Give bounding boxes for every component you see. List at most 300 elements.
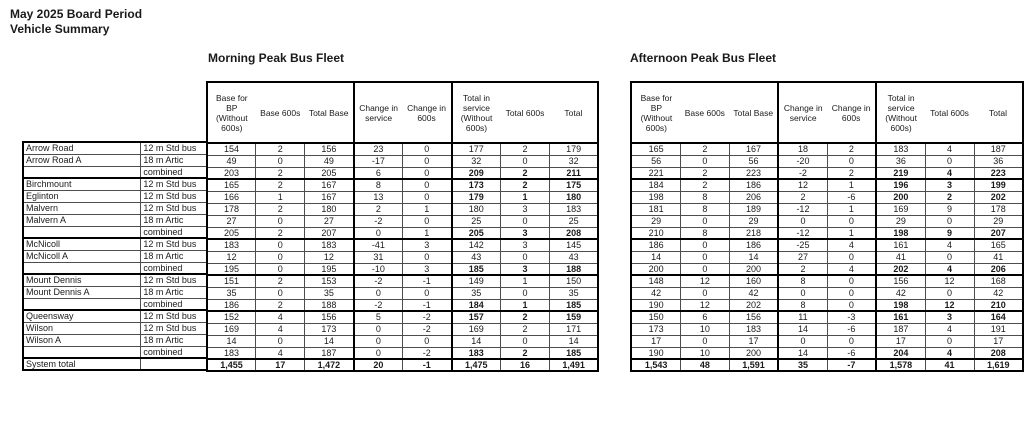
data-row: [631, 347, 1023, 359]
value-cell: 4: [925, 143, 974, 155]
data-row: [207, 359, 599, 371]
value-cell: -25: [778, 239, 827, 251]
value-cell: 2: [501, 179, 550, 191]
value-cell: 23: [354, 143, 403, 155]
value-cell: 161: [876, 311, 925, 323]
garage-name-cell: Queensway: [23, 310, 141, 322]
value-cell: 1: [827, 203, 876, 215]
column-header: Total: [549, 82, 598, 143]
value-cell: 56: [729, 155, 778, 167]
morning-header-row: [207, 82, 599, 143]
value-cell: 200: [729, 347, 778, 359]
column-header: Base for BP (Without 600s): [631, 82, 680, 143]
value-cell: 186: [207, 299, 256, 311]
value-cell: 11: [778, 311, 827, 323]
value-cell: 2: [501, 167, 550, 179]
value-cell: 200: [631, 263, 680, 275]
value-cell: -2: [354, 215, 403, 227]
value-cell: 10: [680, 347, 729, 359]
value-cell: 2: [925, 191, 974, 203]
value-cell: 0: [403, 155, 452, 167]
value-cell: 3: [501, 239, 550, 251]
value-cell: 198: [876, 299, 925, 311]
value-cell: 190: [631, 299, 680, 311]
value-cell: 179: [549, 143, 598, 155]
value-cell: 2: [501, 143, 550, 155]
value-cell: 173: [631, 323, 680, 335]
bus-type-cell: 12 m Std bus: [141, 190, 206, 202]
value-cell: 2: [827, 167, 876, 179]
data-row: [631, 179, 1023, 191]
value-cell: 3: [925, 311, 974, 323]
value-cell: 145: [549, 239, 598, 251]
value-cell: 165: [974, 239, 1023, 251]
value-cell: 211: [549, 167, 598, 179]
value-cell: 2: [256, 203, 305, 215]
value-cell: 156: [876, 275, 925, 287]
value-cell: 41: [876, 251, 925, 263]
bus-type-cell: 18 m Artic: [141, 250, 206, 262]
value-cell: 35: [452, 287, 501, 299]
label-header-spacer: [23, 81, 206, 142]
value-cell: 223: [729, 167, 778, 179]
value-cell: 0: [403, 215, 452, 227]
bus-type-cell: 12 m Std bus: [141, 238, 206, 250]
bus-type-cell: 18 m Artic: [141, 334, 206, 346]
value-cell: 156: [305, 143, 354, 155]
value-cell: 43: [452, 251, 501, 263]
value-cell: 8: [680, 203, 729, 215]
data-row: [207, 191, 599, 203]
value-cell: 167: [305, 179, 354, 191]
value-cell: 209: [452, 167, 501, 179]
value-cell: 1,578: [876, 359, 925, 371]
bus-type-cell: combined: [141, 262, 206, 274]
label-row: [23, 190, 206, 202]
value-cell: 4: [925, 263, 974, 275]
value-cell: 1: [403, 203, 452, 215]
value-cell: 157: [452, 311, 501, 323]
vehicle-summary-tables: [22, 81, 1024, 372]
bus-type-cell: 12 m Std bus: [141, 322, 206, 334]
value-cell: 1: [403, 227, 452, 239]
column-header: Base for BP (Without 600s): [207, 82, 256, 143]
value-cell: 1: [256, 191, 305, 203]
garage-name-cell: [23, 298, 141, 310]
value-cell: 186: [729, 239, 778, 251]
data-row: [207, 263, 599, 275]
value-cell: 10: [680, 323, 729, 335]
value-cell: 0: [827, 299, 876, 311]
page-title-line2: Vehicle Summary: [10, 22, 110, 36]
value-cell: 43: [549, 251, 598, 263]
value-cell: 56: [631, 155, 680, 167]
value-cell: 14: [452, 335, 501, 347]
value-cell: 188: [305, 299, 354, 311]
value-cell: 12: [925, 275, 974, 287]
value-cell: 175: [549, 179, 598, 191]
value-cell: 41: [974, 251, 1023, 263]
value-cell: 25: [452, 215, 501, 227]
value-cell: 183: [876, 143, 925, 155]
value-cell: 12: [925, 299, 974, 311]
value-cell: 4: [925, 347, 974, 359]
value-cell: 12: [680, 299, 729, 311]
value-cell: 9: [925, 227, 974, 239]
value-cell: 0: [256, 239, 305, 251]
label-row: [23, 262, 206, 274]
value-cell: 185: [452, 263, 501, 275]
value-cell: 14: [207, 335, 256, 347]
data-row: [631, 215, 1023, 227]
value-cell: 200: [729, 263, 778, 275]
value-cell: 4: [925, 239, 974, 251]
value-cell: 0: [354, 323, 403, 335]
value-cell: 202: [876, 263, 925, 275]
value-cell: 0: [680, 335, 729, 347]
value-cell: -6: [827, 347, 876, 359]
bus-type-cell: 12 m Std bus: [141, 142, 206, 154]
value-cell: 0: [925, 335, 974, 347]
data-row: [207, 203, 599, 215]
value-cell: 202: [974, 191, 1023, 203]
value-cell: 4: [925, 167, 974, 179]
value-cell: 41: [925, 359, 974, 371]
value-cell: 150: [549, 275, 598, 287]
garage-name-cell: Mount Dennis: [23, 274, 141, 286]
value-cell: 204: [876, 347, 925, 359]
value-cell: -12: [778, 227, 827, 239]
data-row: [207, 155, 599, 167]
value-cell: 2: [680, 179, 729, 191]
value-cell: 8: [778, 275, 827, 287]
column-header: Base 600s: [680, 82, 729, 143]
value-cell: 0: [403, 143, 452, 155]
value-cell: 164: [974, 311, 1023, 323]
bus-type-cell: combined: [141, 226, 206, 238]
bus-type-cell: combined: [141, 298, 206, 310]
label-row: [23, 322, 206, 334]
value-cell: 0: [925, 155, 974, 167]
value-cell: 4: [256, 323, 305, 335]
column-header: Total in service (Without 600s): [876, 82, 925, 143]
value-cell: 17: [876, 335, 925, 347]
value-cell: 0: [827, 155, 876, 167]
bus-type-cell: combined: [141, 346, 206, 358]
value-cell: 167: [729, 143, 778, 155]
value-cell: 0: [925, 287, 974, 299]
value-cell: 2: [501, 311, 550, 323]
value-cell: 178: [207, 203, 256, 215]
value-cell: 0: [403, 167, 452, 179]
value-cell: -12: [778, 203, 827, 215]
value-cell: 1,472: [305, 359, 354, 371]
value-cell: 167: [305, 191, 354, 203]
data-row: [631, 359, 1023, 371]
value-cell: 1: [501, 299, 550, 311]
label-row: [23, 178, 206, 190]
value-cell: -2: [778, 167, 827, 179]
bus-type-cell: combined: [141, 166, 206, 178]
value-cell: 148: [631, 275, 680, 287]
page-title: [10, 7, 142, 37]
morning-peak-table: [206, 81, 600, 372]
value-cell: 185: [549, 299, 598, 311]
garage-name-cell: Arrow Road: [23, 142, 141, 154]
value-cell: 3: [501, 227, 550, 239]
value-cell: 36: [974, 155, 1023, 167]
value-cell: 0: [256, 251, 305, 263]
value-cell: 223: [974, 167, 1023, 179]
value-cell: -6: [827, 323, 876, 335]
label-row: [23, 286, 206, 298]
value-cell: 8: [778, 299, 827, 311]
value-cell: 49: [207, 155, 256, 167]
value-cell: 159: [549, 311, 598, 323]
value-cell: 4: [827, 239, 876, 251]
value-cell: 3: [403, 263, 452, 275]
value-cell: -6: [827, 191, 876, 203]
bus-type-cell: 18 m Artic: [141, 154, 206, 166]
value-cell: 169: [207, 323, 256, 335]
garage-name-cell: Wilson A: [23, 334, 141, 346]
value-cell: 2: [827, 143, 876, 155]
value-cell: -41: [354, 239, 403, 251]
value-cell: 2: [256, 179, 305, 191]
value-cell: 27: [207, 215, 256, 227]
value-cell: 2: [501, 323, 550, 335]
bus-type-cell: 12 m Std bus: [141, 178, 206, 190]
value-cell: 6: [680, 311, 729, 323]
value-cell: 0: [827, 287, 876, 299]
value-cell: 189: [729, 203, 778, 215]
value-cell: 5: [354, 311, 403, 323]
value-cell: 29: [876, 215, 925, 227]
value-cell: 35: [305, 287, 354, 299]
value-cell: 205: [305, 167, 354, 179]
value-cell: 0: [827, 275, 876, 287]
value-cell: 42: [631, 287, 680, 299]
value-cell: 29: [729, 215, 778, 227]
value-cell: 14: [778, 323, 827, 335]
value-cell: 186: [729, 179, 778, 191]
value-cell: 0: [256, 263, 305, 275]
page-title-line1: May 2025 Board Period: [10, 7, 143, 21]
value-cell: 196: [876, 179, 925, 191]
value-cell: 2: [256, 227, 305, 239]
value-cell: 14: [729, 251, 778, 263]
value-cell: 221: [631, 167, 680, 179]
label-row: [23, 358, 206, 370]
label-row: [23, 226, 206, 238]
value-cell: 0: [501, 215, 550, 227]
label-row: [23, 346, 206, 358]
column-header: Change in 600s: [403, 82, 452, 143]
label-row: [23, 202, 206, 214]
garage-name-cell: [23, 226, 141, 238]
value-cell: 165: [207, 179, 256, 191]
value-cell: 187: [974, 143, 1023, 155]
value-cell: 0: [256, 287, 305, 299]
value-cell: 186: [631, 239, 680, 251]
value-cell: 206: [974, 263, 1023, 275]
value-cell: 0: [827, 215, 876, 227]
garage-name-cell: Mount Dennis A: [23, 286, 141, 298]
data-row: [631, 167, 1023, 179]
garage-name-cell: Wilson: [23, 322, 141, 334]
value-cell: 178: [974, 203, 1023, 215]
data-row: [631, 311, 1023, 323]
value-cell: 0: [256, 155, 305, 167]
data-row: [631, 323, 1023, 335]
value-cell: 180: [305, 203, 354, 215]
value-cell: 0: [778, 287, 827, 299]
value-cell: 187: [876, 323, 925, 335]
label-row: [23, 334, 206, 346]
value-cell: 199: [974, 179, 1023, 191]
value-cell: 48: [680, 359, 729, 371]
value-cell: 183: [207, 239, 256, 251]
label-row: [23, 142, 206, 154]
value-cell: -1: [403, 299, 452, 311]
value-cell: 180: [452, 203, 501, 215]
value-cell: 32: [549, 155, 598, 167]
data-row: [631, 143, 1023, 155]
value-cell: 12: [305, 251, 354, 263]
value-cell: 14: [778, 347, 827, 359]
column-header: Total 600s: [501, 82, 550, 143]
value-cell: 16: [501, 359, 550, 371]
value-cell: 206: [729, 191, 778, 203]
bus-type-cell: 18 m Artic: [141, 286, 206, 298]
value-cell: 0: [680, 263, 729, 275]
value-cell: -10: [354, 263, 403, 275]
value-cell: 0: [354, 347, 403, 359]
value-cell: -1: [403, 359, 452, 371]
value-cell: 1: [827, 179, 876, 191]
value-cell: 0: [256, 215, 305, 227]
value-cell: 42: [974, 287, 1023, 299]
value-cell: 165: [631, 143, 680, 155]
value-cell: 205: [452, 227, 501, 239]
value-cell: 2: [680, 167, 729, 179]
column-header: Change in service: [778, 82, 827, 143]
value-cell: -2: [403, 347, 452, 359]
value-cell: 1,475: [452, 359, 501, 371]
value-cell: 42: [876, 287, 925, 299]
value-cell: 8: [680, 191, 729, 203]
data-row: [207, 239, 599, 251]
value-cell: 4: [256, 347, 305, 359]
value-cell: 35: [207, 287, 256, 299]
label-row: [23, 166, 206, 178]
value-cell: 0: [403, 335, 452, 347]
value-cell: 0: [501, 251, 550, 263]
data-row: [207, 299, 599, 311]
value-cell: 202: [729, 299, 778, 311]
value-cell: 17: [974, 335, 1023, 347]
value-cell: 1,619: [974, 359, 1023, 371]
value-cell: 17: [256, 359, 305, 371]
value-cell: 156: [729, 311, 778, 323]
bus-type-cell: 12 m Std bus: [141, 274, 206, 286]
value-cell: 20: [354, 359, 403, 371]
value-cell: 184: [452, 299, 501, 311]
value-cell: 183: [729, 323, 778, 335]
value-cell: 2: [680, 143, 729, 155]
afternoon-section-title: Afternoon Peak Bus Fleet: [630, 51, 777, 65]
value-cell: 0: [778, 335, 827, 347]
value-cell: 36: [876, 155, 925, 167]
data-row: [631, 203, 1023, 215]
data-row: [631, 335, 1023, 347]
value-cell: 0: [501, 335, 550, 347]
value-cell: 49: [305, 155, 354, 167]
label-row: [23, 310, 206, 322]
value-cell: -2: [403, 323, 452, 335]
value-cell: -20: [778, 155, 827, 167]
value-cell: 207: [974, 227, 1023, 239]
value-cell: 14: [305, 335, 354, 347]
garage-name-cell: McNicoll A: [23, 250, 141, 262]
value-cell: 3: [501, 263, 550, 275]
afternoon-header-row: [631, 82, 1023, 143]
value-cell: 173: [452, 179, 501, 191]
value-cell: 17: [631, 335, 680, 347]
value-cell: 0: [403, 287, 452, 299]
column-header: Change in 600s: [827, 82, 876, 143]
value-cell: 0: [403, 179, 452, 191]
value-cell: 0: [403, 251, 452, 263]
value-cell: 187: [305, 347, 354, 359]
data-row: [207, 275, 599, 287]
value-cell: 4: [827, 263, 876, 275]
value-cell: 2: [501, 347, 550, 359]
column-header: Change in service: [354, 82, 403, 143]
garage-name-cell: Malvern A: [23, 214, 141, 226]
value-cell: 173: [305, 323, 354, 335]
value-cell: 183: [549, 203, 598, 215]
value-cell: 14: [631, 251, 680, 263]
value-cell: 1,591: [729, 359, 778, 371]
value-cell: -2: [354, 299, 403, 311]
value-cell: 1: [501, 191, 550, 203]
data-row: [207, 227, 599, 239]
value-cell: 208: [549, 227, 598, 239]
data-row: [631, 239, 1023, 251]
value-cell: 2: [256, 275, 305, 287]
value-cell: 210: [631, 227, 680, 239]
value-cell: 1,543: [631, 359, 680, 371]
value-cell: 200: [876, 191, 925, 203]
data-row: [631, 191, 1023, 203]
value-cell: 0: [354, 335, 403, 347]
value-cell: 0: [354, 287, 403, 299]
value-cell: 190: [631, 347, 680, 359]
value-cell: 205: [207, 227, 256, 239]
column-header: Total Base: [729, 82, 778, 143]
value-cell: 0: [680, 239, 729, 251]
data-row: [207, 347, 599, 359]
value-cell: 169: [876, 203, 925, 215]
data-row: [631, 299, 1023, 311]
data-row: [631, 227, 1023, 239]
value-cell: 18: [778, 143, 827, 155]
value-cell: 0: [925, 215, 974, 227]
garage-name-cell: [23, 346, 141, 358]
value-cell: 195: [305, 263, 354, 275]
value-cell: 1: [501, 275, 550, 287]
